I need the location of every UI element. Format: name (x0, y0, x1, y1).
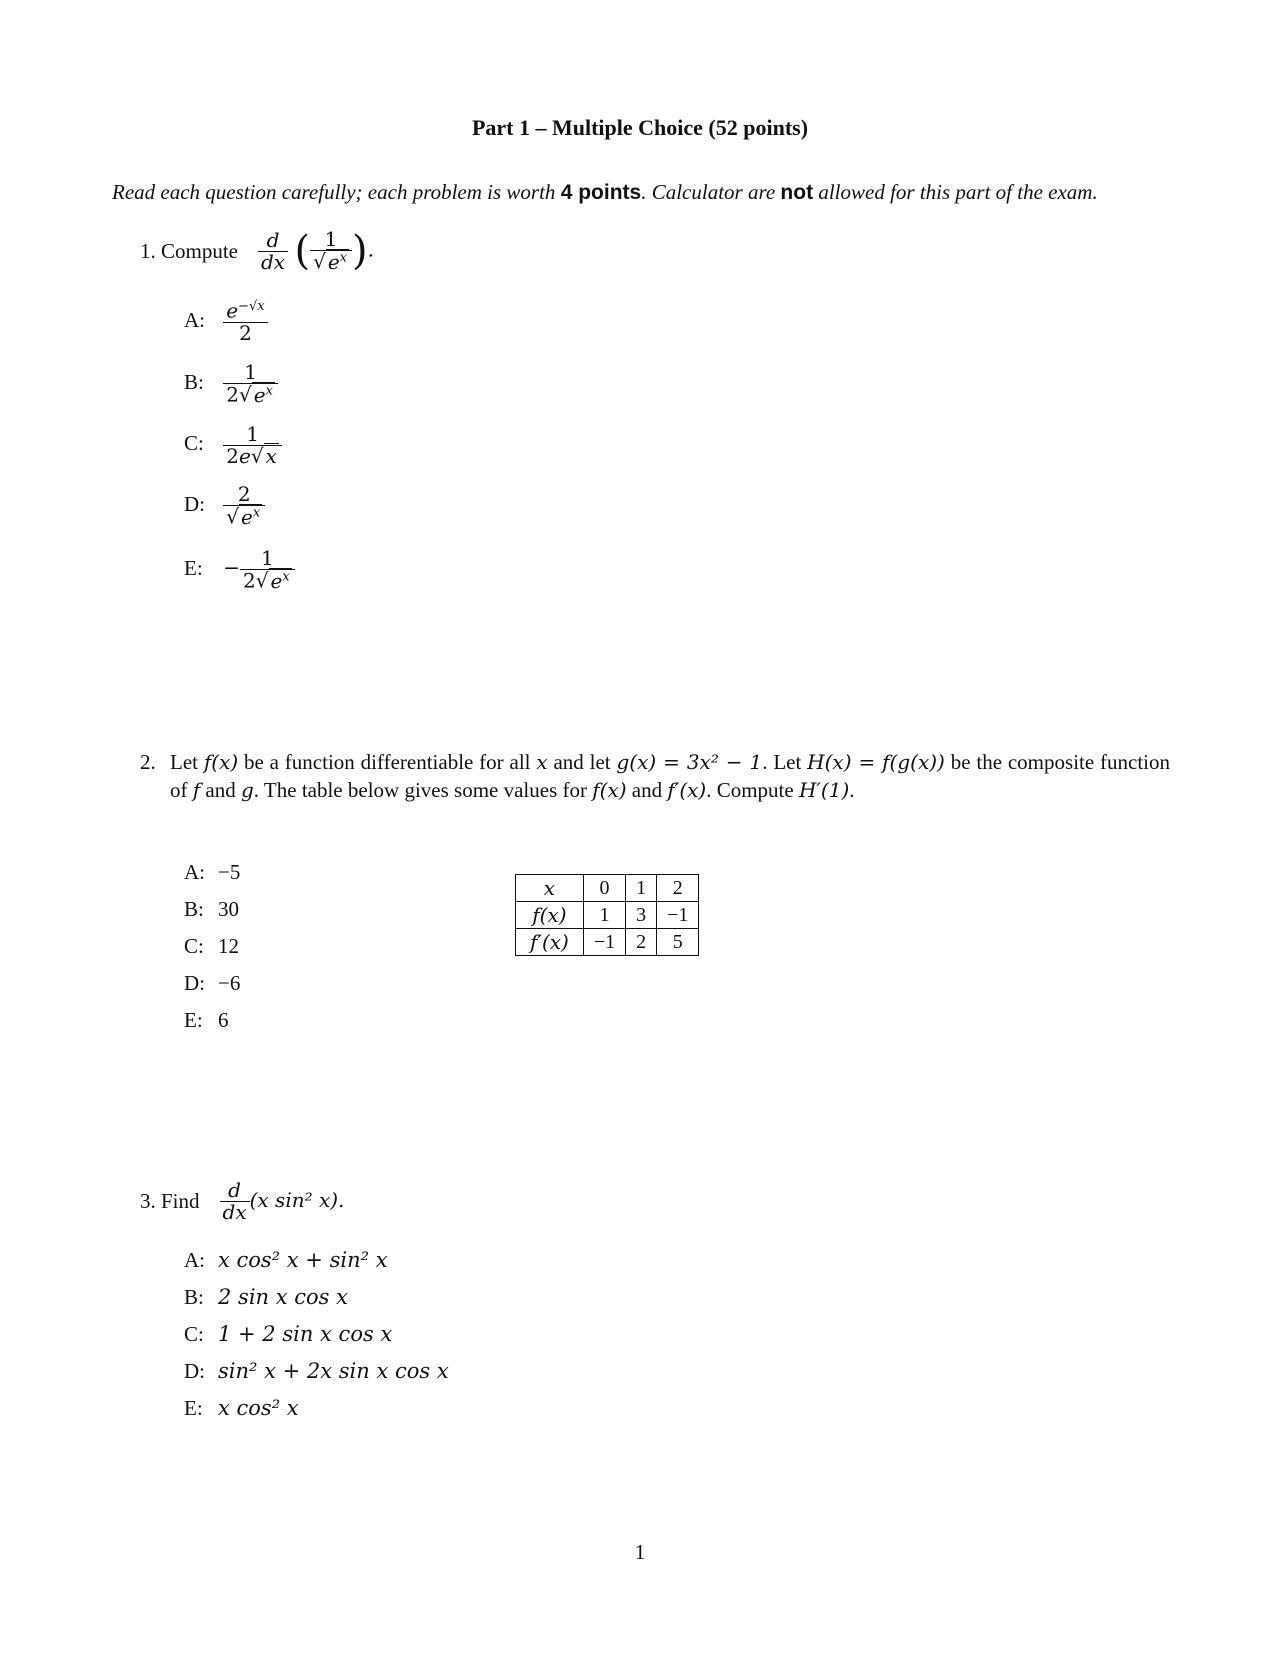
question-1 (140, 228, 374, 274)
table-row: f(x) 1 3 −1 (516, 902, 699, 929)
instructions-text-1: Read each question carefully; each problem is worth (112, 180, 561, 204)
q3-option-a[interactable]: A: x cos² x + sin² x (184, 1248, 388, 1272)
question-2-text: Let f(x) be a function differentiable for all x and let g(x) = 3x² − 1. Let H(x) = f(g(x)) be the composite function of f and g. The table below gives some values for f(x) and f′(x). Compute H′(1). (170, 750, 1171, 802)
section-title: Part 1 – Multiple Choice (52 points) (471, 115, 809, 140)
question-1-expression: $\frac{d}{dx}$ ( $\frac{1}{√ e^x}$ ). (258, 228, 374, 274)
q2-option-a[interactable]: A: −5 (184, 860, 241, 884)
question-1-number: 1. (140, 238, 156, 263)
instructions (112, 180, 1098, 205)
instructions-text-2: . Calculator are (641, 180, 781, 204)
q3-option-b[interactable]: B: 2 sin x cos x (184, 1285, 348, 1309)
q1-option-d[interactable]: D: $\frac{2}{√ e^x}$ (184, 484, 265, 528)
q3-option-d[interactable]: D: sin² x + 2x sin x cos x (184, 1359, 449, 1383)
question-3-number: 3. (140, 1189, 156, 1213)
table-row: x 0 1 2 (516, 875, 699, 902)
table-row: f′(x) −1 2 5 (516, 929, 699, 956)
question-3-prompt: Find (161, 1189, 200, 1213)
question-3 (140, 1180, 344, 1223)
q1-option-c-math: $\frac{1}{2e√ x}$ (223, 424, 282, 467)
q2-option-b[interactable]: B: 30 (184, 897, 239, 921)
q1-option-a-math: $\frac{e^{-√x}}{2}$ (223, 300, 267, 344)
q2-option-e[interactable]: E: 6 (184, 1008, 229, 1032)
page-number: 1 (634, 1540, 646, 1564)
instructions-bold-not: not (780, 181, 814, 204)
q1-option-b-math: $\frac{1}{2√ e^x}$ (223, 362, 278, 406)
q1-option-a[interactable]: A: $\frac{e^{-√x}}{2}$ (184, 300, 268, 344)
q1-option-c[interactable]: C: $\frac{1}{2e√ x}$ (184, 424, 282, 467)
q3-option-c[interactable]: C: 1 + 2 sin x cos x (184, 1322, 393, 1346)
instructions-bold-points: 4 points (560, 181, 642, 204)
question-2-number: 2. (140, 750, 156, 774)
q1-option-e-math: $\frac{1}{2√ e^x}$ (240, 548, 295, 592)
question-3-expression: $\frac{d}{dx}$ (x sin² x). (220, 1180, 345, 1223)
q2-option-c[interactable]: C: 12 (184, 934, 239, 958)
q2-option-d[interactable]: D: −6 (184, 971, 241, 995)
q1-option-b[interactable]: B: $\frac{1}{2√ e^x}$ (184, 362, 278, 406)
instructions-text-3: allowed for this part of the exam. (813, 180, 1098, 204)
q1-option-d-math: $\frac{2}{√ e^x}$ (223, 484, 265, 528)
values-table (515, 874, 699, 956)
question-1-prompt: Compute (161, 238, 238, 263)
question-2 (140, 748, 1170, 804)
q1-option-e[interactable]: E: − $\frac{1}{2√ e^x}$ (184, 548, 295, 592)
q3-option-e[interactable]: E: x cos² x (184, 1396, 299, 1420)
